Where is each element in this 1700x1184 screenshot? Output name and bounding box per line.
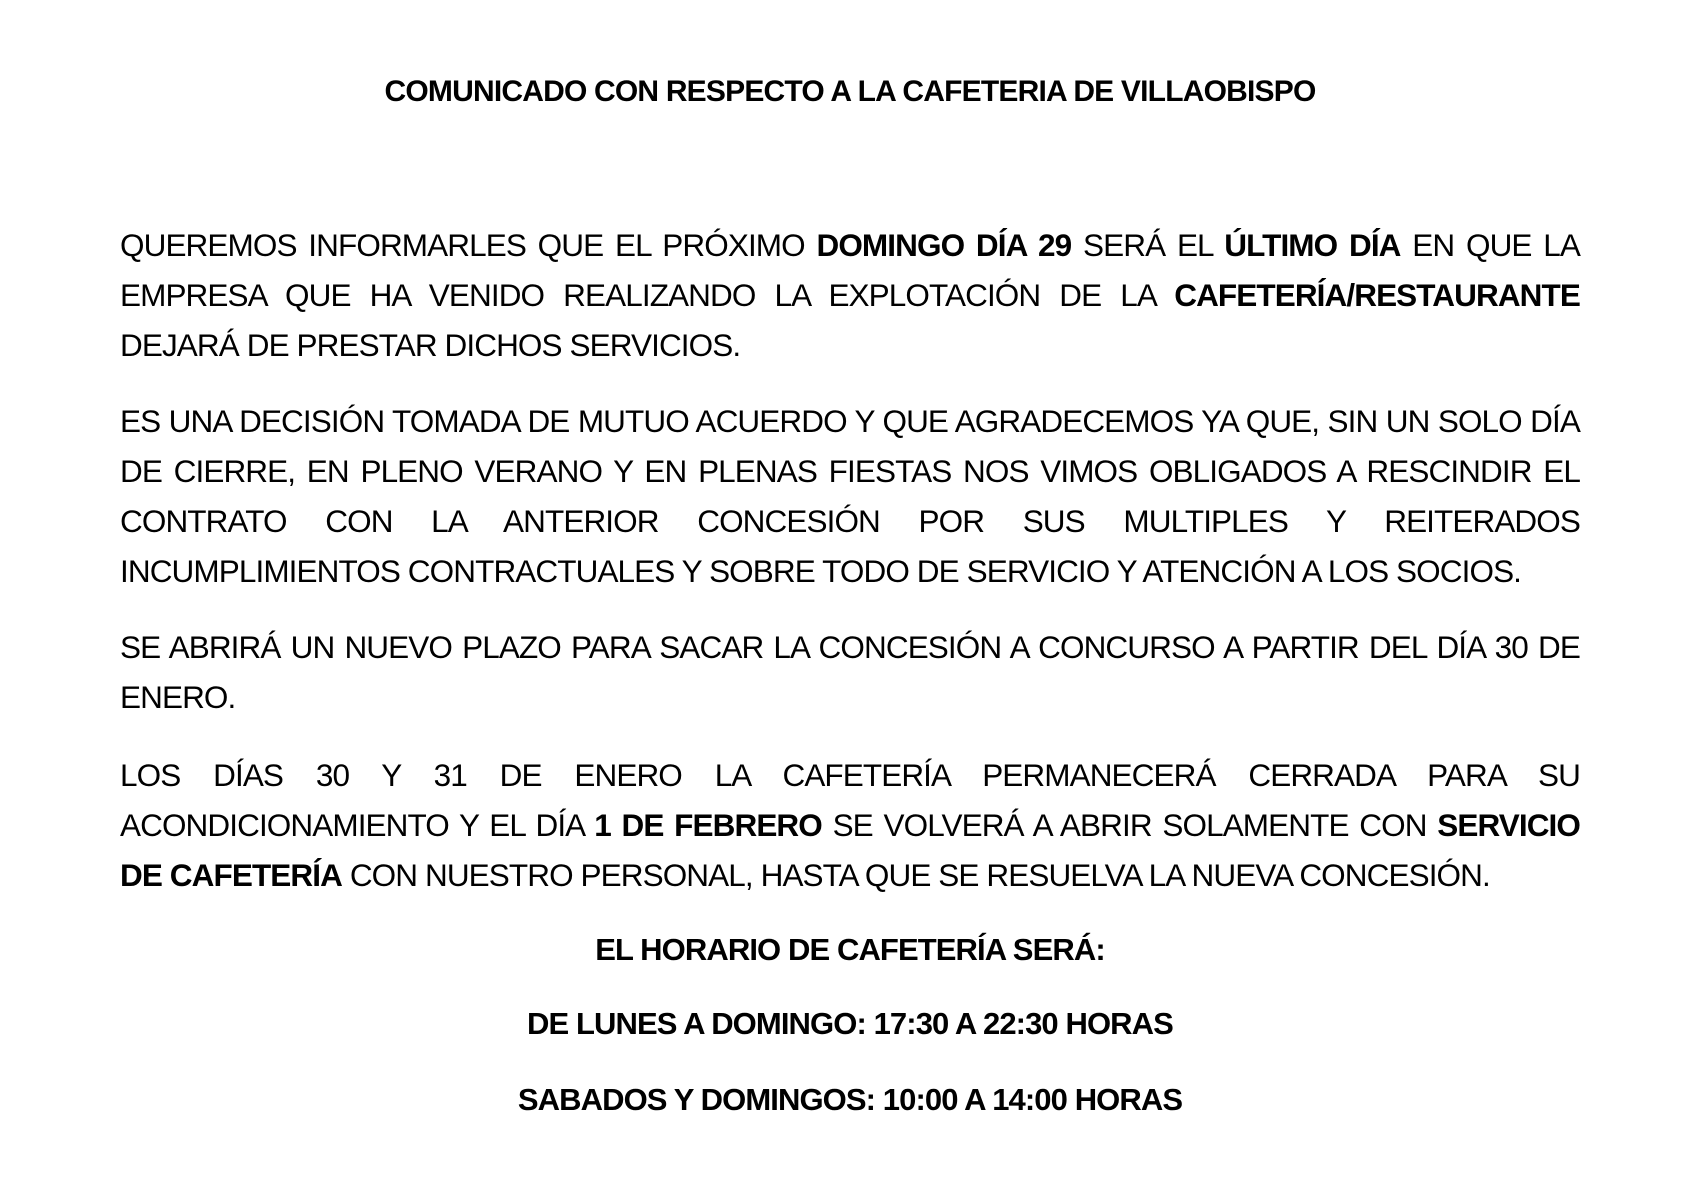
bold-date: DOMINGO DÍA 29 — [816, 227, 1072, 263]
paragraph-last-day — [120, 220, 1580, 370]
paragraph-text: EN QUE LA EMPRESA QUE HA VENIDO REALIZANDO LA EXPLOTACIÓN DE LA — [120, 227, 1580, 313]
paragraph-text: DEJARÁ DE PRESTAR DICHOS SERVICIOS. — [120, 327, 741, 363]
paragraph-decision: ES UNA DECISIÓN TOMADA DE MUTUO ACUERDO Y QUE AGRADECEMOS YA QUE, SIN UN SOLO DÍA DE CIERRE, EN PLENO VERANO Y EN PLENAS FIESTAS NOS VIMOS OBLIGADOS A RESCINDIR EL CONTRATO CON LA ANTERIOR CONCESIÓN POR SUS MULTIPLES Y REITERADOS INCUMPLIMIENTOS CONTRACTUALES Y SOBRE TODO DE SERVICIO Y ATENCIÓN A LOS SOCIOS. — [120, 403, 1580, 589]
paragraph-new-term: SE ABRIRÁ UN NUEVO PLAZO PARA SACAR LA CONCESIÓN A CONCURSO A PARTIR DEL DÍA 30 DE ENERO. — [120, 629, 1580, 715]
paragraph-text: SERÁ EL — [1071, 227, 1225, 263]
paragraph-text: CON NUESTRO PERSONAL, HASTA QUE SE RESUELVA LA NUEVA CONCESIÓN. — [341, 857, 1490, 893]
schedule-weekends: SABADOS Y DOMINGOS: 10:00 A 14:00 HORAS — [517, 1082, 1183, 1117]
bold-cafeteria-service: SERVICIO DE CAFETERÍA — [120, 807, 1580, 893]
bold-last-day: ÚLTIMO DÍA — [1224, 227, 1401, 263]
bold-reopen-date: 1 DE FEBRERO — [594, 807, 822, 843]
document-title: COMUNICADO CON RESPECTO A LA CAFETERIA DE VILLAOBISPO — [384, 75, 1316, 108]
paragraph-text: SE VOLVERÁ A ABRIR SOLAMENTE CON — [821, 807, 1438, 843]
bold-cafeteria-restaurante: CAFETERÍA/RESTAURANTE — [1174, 277, 1580, 313]
schedule-weekdays: DE LUNES A DOMINGO: 17:30 A 22:30 HORAS — [527, 1006, 1173, 1041]
schedule-heading: EL HORARIO DE CAFETERÍA SERÁ: — [595, 932, 1105, 967]
paragraph-text: QUEREMOS INFORMARLES QUE EL PRÓXIMO — [120, 227, 817, 263]
paragraph-reopening — [120, 750, 1580, 900]
paragraph-text: LOS DÍAS 30 Y 31 DE ENERO LA CAFETERÍA PERMANECERÁ CERRADA PARA SU ACONDICIONAMIENTO Y EL DÍA — [120, 757, 1580, 843]
